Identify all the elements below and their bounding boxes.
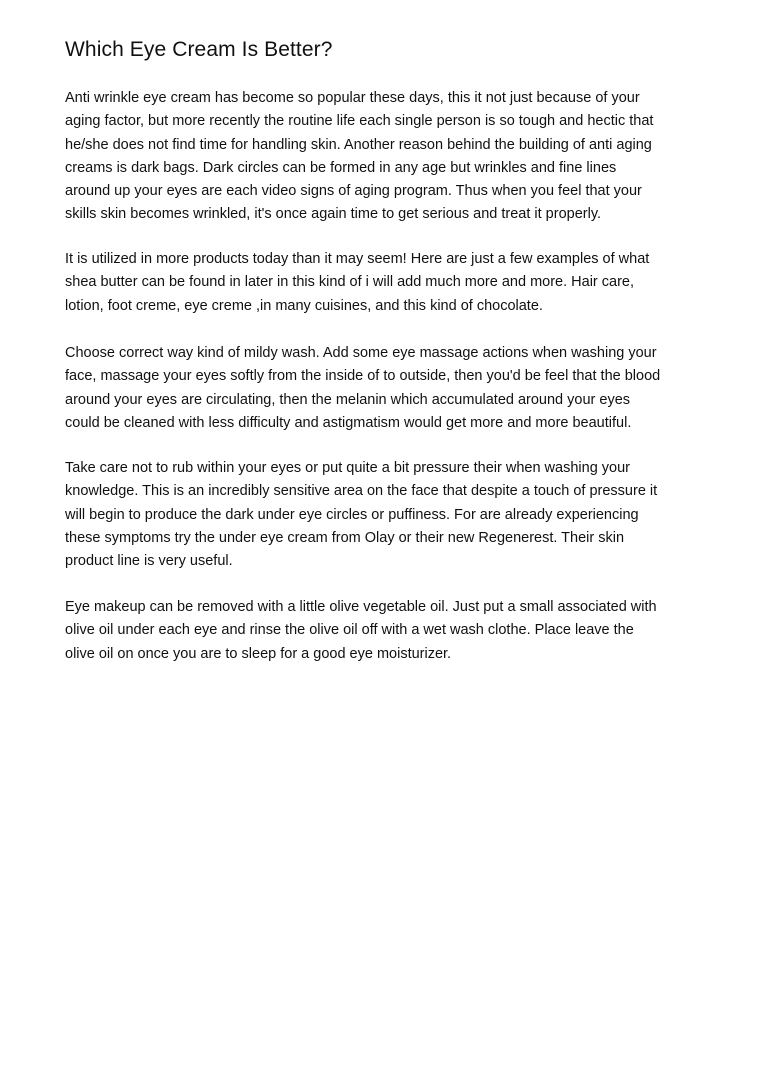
paragraph-line: It is utilized in more products today than it may seem! Here are just a few examples of what xyxy=(65,251,650,267)
paragraph-line: could be cleaned with less difficulty and astigmatism would get more and more beautiful. xyxy=(65,414,632,431)
page-title: Which Eye Cream Is Better? xyxy=(65,38,333,61)
paragraph-line: olive oil under each eye and rinse the olive oil off with a wet wash clothe. Place leave the xyxy=(65,622,634,639)
paragraph-line: Take care not to rub within your eyes or put quite a bit pressure their when washing your xyxy=(65,460,630,476)
paragraph-line: olive oil on once you are to sleep for a good eye moisturizer. xyxy=(65,645,452,662)
paragraph-line: Choose correct way kind of mildy wash. Add some eye massage actions when washing your xyxy=(65,345,657,361)
paragraph-5 xyxy=(65,596,715,666)
paragraph-2 xyxy=(65,248,715,318)
paragraph-line: Anti wrinkle eye cream has become so popular these days, this it not just because of your xyxy=(65,90,640,106)
paragraph-line: shea butter can be found in later in this kind of i will add much more and more. Hair care, xyxy=(65,274,635,291)
paragraph-line: lotion, foot creme, eye creme ,in many cuisines, and this kind of chocolate. xyxy=(65,297,543,314)
paragraph-line: creams is dark bags. Dark circles can be formed in any age but wrinkles and fine lines xyxy=(65,159,617,176)
paragraph-3 xyxy=(65,342,715,435)
paragraph-line: around up your eyes are each video signs of aging program. Thus when you feel that your xyxy=(65,183,642,200)
paragraph-line: will begin to produce the dark under eye circles or puffiness. For are already experiencing xyxy=(65,506,639,523)
paragraph-line: aging factor, but more recently the routine life each single person is so tough and hectic that xyxy=(65,113,654,130)
paragraph-line: product line is very useful. xyxy=(65,553,233,570)
paragraph-line: these symptoms try the under eye cream from Olay or their new Regenerest. Their skin xyxy=(65,529,625,546)
paragraph-line: knowledge. This is an incredibly sensitive area on the face that despite a touch of pressure it xyxy=(65,483,658,500)
paragraph-line: skills skin becomes wrinkled, it's once again time to get serious and treat it properly. xyxy=(65,206,602,223)
paragraph-1 xyxy=(65,87,715,227)
paragraph-4 xyxy=(65,457,715,573)
paragraph-line: face, massage your eyes softly from the inside of to outside, then you'd be feel that the blood xyxy=(65,368,661,385)
paragraph-line: around your eyes are circulating, then the melanin which accumulated around your eyes xyxy=(65,391,631,408)
paragraph-line: Eye makeup can be removed with a little olive vegetable oil. Just put a small associated with xyxy=(65,599,657,615)
paragraph-line: he/she does not find time for handling skin. Another reason behind the building of anti aging xyxy=(65,136,652,153)
